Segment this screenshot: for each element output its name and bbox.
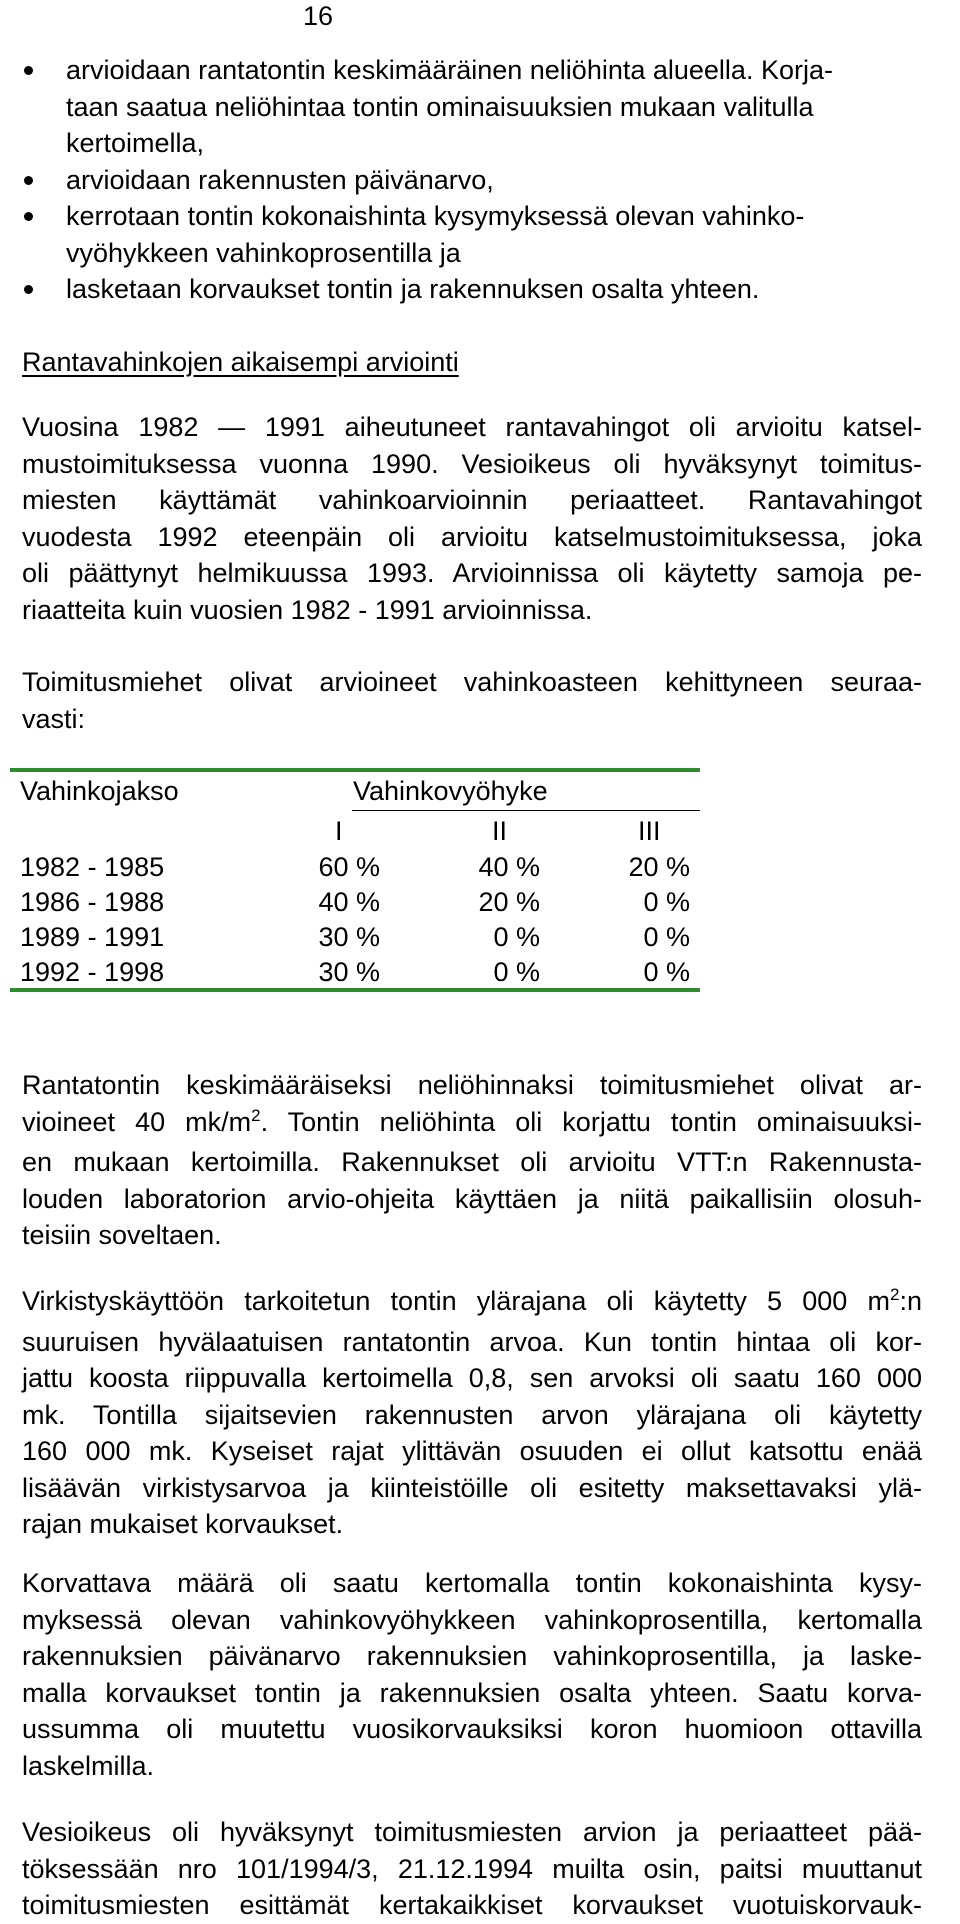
period-cell: 1982 - 1985 — [20, 852, 165, 882]
zone-header-2: II — [492, 816, 508, 846]
bullet-item — [22, 162, 922, 199]
column-header-period: Vahinkojakso — [20, 776, 179, 806]
paragraph-square-price — [22, 1067, 922, 1254]
text-line: myksessä olevan vahinkovyöhykkeen vahinkoprosentilla, kertomalla — [22, 1604, 922, 1635]
text-line: Rantatontin keskimääräiseksi neliöhinnaksi toimitusmiehet olivat ar- — [22, 1070, 922, 1100]
value-cell: 0 % — [643, 957, 690, 987]
value-cell: 30 % — [318, 957, 380, 987]
bullet-line: arvioidaan rakennusten päivänarvo, — [66, 164, 494, 195]
text-line: ussumma oli muutettu vuosikorvauksiksi koron huomioon ottavilla — [22, 1714, 922, 1744]
header-divider — [352, 810, 700, 811]
section-heading: Rantavahinkojen aikaisempi arviointi — [22, 347, 459, 377]
period-cell: 1989 - 1991 — [20, 922, 165, 952]
text-line: en mukaan kertoimilla. Rakennukset oli arvioitu VTT:n Rakennusta- — [22, 1147, 922, 1177]
bullet-list — [22, 52, 922, 308]
period-cell: 1986 - 1988 — [20, 887, 165, 917]
text-line: Vuosina 1982 — 1991 aiheutuneet rantavahingot oli arvioitu katsel- — [22, 412, 922, 442]
bullet-line: vyöhykkeen vahinkoprosentilla ja — [66, 237, 461, 268]
bullet-item — [22, 52, 922, 162]
value-cell: 20 % — [628, 852, 690, 882]
text-line: riaatteita kuin vuosien 1982 - 1991 arvioinnissa. — [22, 594, 593, 625]
zone-header-3: III — [638, 816, 661, 846]
value-cell: 40 % — [318, 887, 380, 917]
paragraph-previous-assessment — [22, 409, 922, 628]
text-line: Korvattava määrä oli saatu kertomalla tontin kokonaishinta kysy- — [22, 1568, 922, 1598]
text-line: laskelmilla. — [22, 1750, 155, 1781]
bullet-line: kertoimella, — [66, 128, 205, 158]
text-fragment: vioineet 40 mk/m — [22, 1106, 252, 1137]
superscript: 2 — [251, 1105, 261, 1125]
paragraph-compensation-calc — [22, 1565, 922, 1784]
text-line: vuodesta 1992 eteenpäin oli arvioitu katselmustoimituksessa, joka — [22, 521, 922, 552]
text-line: töksessään nro 101/1994/3, 21.12.1994 muilta osin, paitsi muuttanut — [22, 1853, 922, 1884]
bullet-line: taan saatua neliöhintaa tontin ominaisuuksien mukaan valitulla — [66, 91, 814, 122]
text-line: Toimitusmiehet olivat arvioineet vahinkoasteen kehittyneen seuraa- — [22, 667, 922, 697]
text-line — [22, 1283, 922, 1324]
text-line: malla korvaukset tontin ja rakennuksien osalta yhteen. Saatu korva- — [22, 1677, 922, 1708]
bullet-dot-icon — [24, 176, 33, 185]
value-cell: 0 % — [493, 922, 540, 952]
text-line: suuruisen hyvälaatuisen rantatontin arvoa. Kun tontin hintaa oli kor- — [22, 1326, 922, 1357]
text-line: lisäävän virkistysarvoa ja kiinteistöille oli esitetty maksettavaksi ylä- — [22, 1472, 922, 1503]
text-line: oli päättynyt helmikuussa 1993. Arvioinnissa oli käytetty samoja pe- — [22, 558, 922, 588]
text-fragment: . Tontin neliöhinta oli korjattu tontin ominaisuuksi- — [260, 1106, 922, 1137]
text-line: rakennuksien päivänarvo rakennuksien vahinkoprosentilla, ja laske- — [22, 1641, 922, 1671]
zone-header-1: I — [335, 816, 343, 846]
bullet-line: kerrotaan tontin kokonaishinta kysymyksessä olevan vahinko- — [66, 201, 805, 231]
text-line: toimitusmiesten esittämät kertakaikkiset korvaukset vuotuiskorvauk- — [22, 1890, 922, 1920]
text-fragment: Virkistyskäyttöön tarkoitetun tontin ylärajana oli käytetty 5 000 m — [22, 1286, 890, 1316]
bullet-item — [22, 198, 922, 271]
column-header-zone: Vahinkovyöhyke — [353, 776, 548, 806]
table-top-rule — [10, 768, 700, 772]
text-line: louden laboratorion arvio-ohjeita käyttäen ja niitä paikallisiin olosuh- — [22, 1183, 922, 1214]
text-line: mk. Tontilla sijaitsevien rakennusten arvon ylärajana oli käytetty — [22, 1399, 922, 1430]
bullet-dot-icon — [24, 285, 33, 294]
value-cell: 0 % — [493, 957, 540, 987]
text-line: jattu koosta riippuvalla kertoimella 0,8, sen arvoksi oli saatu 160 000 — [22, 1363, 922, 1393]
text-line: rajan mukaiset korvaukset. — [22, 1509, 344, 1539]
bullet-line: lasketaan korvaukset tontin ja rakennuksen osalta yhteen. — [66, 274, 760, 304]
text-line: mustoimituksessa vuonna 1990. Vesioikeus oli hyväksynyt toimitus- — [22, 448, 922, 479]
value-cell: 30 % — [318, 922, 380, 952]
bullet-item — [22, 271, 922, 308]
text-line: teisiin soveltaen. — [22, 1220, 222, 1250]
bullet-dot-icon — [24, 66, 33, 75]
table-bottom-rule — [10, 988, 700, 992]
text-fragment: :n — [899, 1286, 922, 1316]
text-line: vasti: — [22, 703, 86, 734]
value-cell: 40 % — [478, 852, 540, 882]
value-cell: 0 % — [643, 887, 690, 917]
value-cell: 0 % — [643, 922, 690, 952]
page-number: 16 — [303, 1, 334, 31]
paragraph-recreation-limit — [22, 1283, 922, 1543]
period-cell: 1992 - 1998 — [20, 957, 165, 987]
value-cell: 60 % — [318, 852, 380, 882]
paragraph-court-decision — [22, 1814, 922, 1924]
bullet-dot-icon — [24, 212, 33, 221]
superscript: 2 — [890, 1285, 900, 1304]
text-line: miesten käyttämät vahinkoarvioinnin periaatteet. Rantavahingot — [22, 485, 922, 515]
bullet-line: arvioidaan rantatontin keskimääräinen neliöhinta alueella. Korja- — [66, 55, 833, 85]
paragraph-damage-intro — [22, 664, 922, 737]
value-cell: 20 % — [478, 887, 540, 917]
text-line: 160 000 mk. Kyseiset rajat ylittävän osuuden ei ollut katsottu enää — [22, 1436, 922, 1466]
text-line — [22, 1104, 922, 1145]
text-line: Vesioikeus oli hyväksynyt toimitusmiesten arvion ja periaatteet pää- — [22, 1817, 922, 1847]
